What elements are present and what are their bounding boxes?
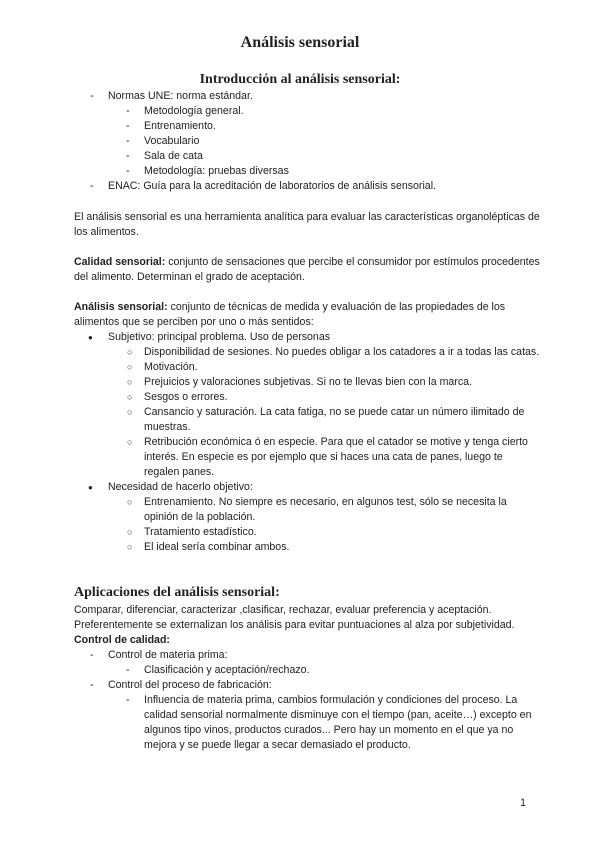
dash-bullet: - (90, 679, 94, 691)
apps-section (74, 603, 540, 753)
sub-list-item (74, 134, 540, 149)
dash-bullet: - (126, 135, 130, 147)
sub-list-item (74, 525, 540, 540)
list-item-text: Control del proceso de fabricación: (108, 679, 272, 691)
list-item-text: Vocabulario (144, 135, 200, 147)
apps-paragraph-1: Comparar, diferenciar, caracterizar ,clasificar, rechazar, evaluar preferencia y aceptación. (74, 604, 492, 616)
sub-list-item (74, 104, 540, 119)
calidad-text: conjunto de sensaciones que percibe el consumidor por estímulos procedentes del alimento. Determinan el grado de aceptación. (74, 256, 540, 283)
control-heading-text: Control de calidad: (74, 634, 170, 646)
intro-paragraph: El análisis sensorial es una herramienta analítica para evaluar las características organolépticas de los alimentos. (74, 211, 540, 238)
list-item-text: Sesgos o errores. (144, 391, 228, 403)
list-item (74, 179, 540, 194)
list-item-text: Motivación. (144, 361, 198, 373)
list-item-text: Tratamiento estadístico. (144, 526, 257, 538)
circle-bullet: ○ (127, 377, 133, 387)
document-title: Análisis sensorial (240, 34, 360, 51)
sub-list-item (74, 119, 540, 134)
analisis-term: Análisis sensorial: (74, 301, 168, 313)
dash-bullet: - (126, 165, 130, 177)
control-heading (74, 633, 540, 648)
list-item-text: Cansancio y saturación. La cata fatiga, no se puede catar un número ilimitado de muestras. (144, 406, 525, 433)
list-item-text: Metodología: pruebas diversas (144, 165, 289, 177)
apps-heading: Aplicaciones del análisis sensorial: (74, 585, 280, 600)
sub-list-item (74, 149, 540, 164)
list-item (74, 678, 540, 693)
dot-bullet: ● (88, 483, 93, 492)
calidad-term: Calidad sensorial: (74, 256, 166, 268)
calidad-paragraph (74, 255, 540, 285)
sub-list-item (74, 435, 540, 480)
intro-heading: Introducción al análisis sensorial: (199, 72, 401, 87)
list-item-text: Prejuicios y valoraciones subjetivas. Si no te llevas bien con la marca. (144, 376, 472, 388)
dash-bullet: - (126, 664, 130, 676)
sub-list-item (74, 360, 540, 375)
circle-bullet: ○ (127, 497, 133, 507)
list-item-text: El ideal sería combinar ambos. (144, 541, 290, 553)
sub-list-item (74, 405, 540, 435)
analisis-text: conjunto de técnicas de medida y evaluación de las propiedades de los alimentos que se perciben por uno o más sentidos: (74, 301, 506, 328)
sub-list-item (74, 693, 540, 753)
list-item-text: Clasificación y aceptación/rechazo. (144, 664, 310, 676)
dash-bullet: - (126, 694, 130, 706)
list-item (74, 89, 540, 104)
circle-bullet: ○ (127, 392, 133, 402)
sub-list-item (74, 375, 540, 390)
sub-list-item (74, 663, 540, 678)
list-item (74, 648, 540, 663)
list-item-text: Metodología general. (144, 105, 244, 117)
apps-paragraph-2: Preferentemente se externalizan los análisis para evitar puntuaciones al alza por subjetividad. (74, 619, 515, 631)
sub-list-item (74, 164, 540, 179)
sub-list-item (74, 540, 540, 555)
list-item-text: Control de materia prima: (108, 649, 228, 661)
list-item-text: Retribución económica ó en especie. Para que el catador se motive y tenga cierto interés. En especie es por ejemplo que si haces una cata de panes, luego te regalen panes. (144, 436, 528, 478)
analisis-paragraph (74, 300, 540, 330)
circle-bullet: ○ (127, 347, 133, 357)
list-item-text: Sala de cata (144, 150, 203, 162)
list-item-text: Entrenamiento. (144, 120, 216, 132)
list-item-text: Subjetivo: principal problema. Uso de personas (108, 331, 331, 343)
list-item-text: Influencia de materia prima, cambios formulación y condiciones del proceso. La calidad sensorial normalmente disminuye con el tiempo (pan, aceite…) excepto en algunos tipo vinos, productos curados... Pero hay un momento en el que ya no mejora y se puede llegar a secar demasiado el producto. (144, 694, 532, 751)
page-number: 1 (520, 797, 526, 809)
list-item-text: Entrenamiento. No siempre es necesario, en algunos test, sólo se necesita la opinión de la población. (144, 496, 507, 523)
sub-list-item (74, 390, 540, 405)
list-item-text: Necesidad de hacerlo objetivo: (108, 481, 253, 493)
list-item-text: Disponibilidad de sesiones. No puedes obligar a los catadores a ir a todas las catas. (144, 346, 540, 358)
dash-bullet: - (126, 150, 130, 162)
dash-bullet: - (90, 649, 94, 661)
circle-bullet: ○ (127, 407, 133, 417)
circle-bullet: ○ (127, 542, 133, 552)
dash-bullet: - (90, 180, 94, 192)
dot-bullet: ● (88, 333, 93, 342)
dash-bullet: - (90, 90, 94, 102)
dash-bullet: - (126, 120, 130, 132)
list-item (74, 480, 540, 495)
sub-list-item (74, 345, 540, 360)
sub-list-item (74, 495, 540, 525)
circle-bullet: ○ (127, 437, 133, 447)
list-item (74, 330, 540, 345)
list-item-text: ENAC: Guía para la acreditación de laboratorios de análisis sensorial. (108, 180, 436, 192)
list-item-text: Normas UNE: norma estándar. (108, 90, 253, 102)
intro-list (74, 89, 540, 194)
body-text (74, 210, 540, 555)
circle-bullet: ○ (127, 362, 133, 372)
circle-bullet: ○ (127, 527, 133, 537)
dash-bullet: - (126, 105, 130, 117)
